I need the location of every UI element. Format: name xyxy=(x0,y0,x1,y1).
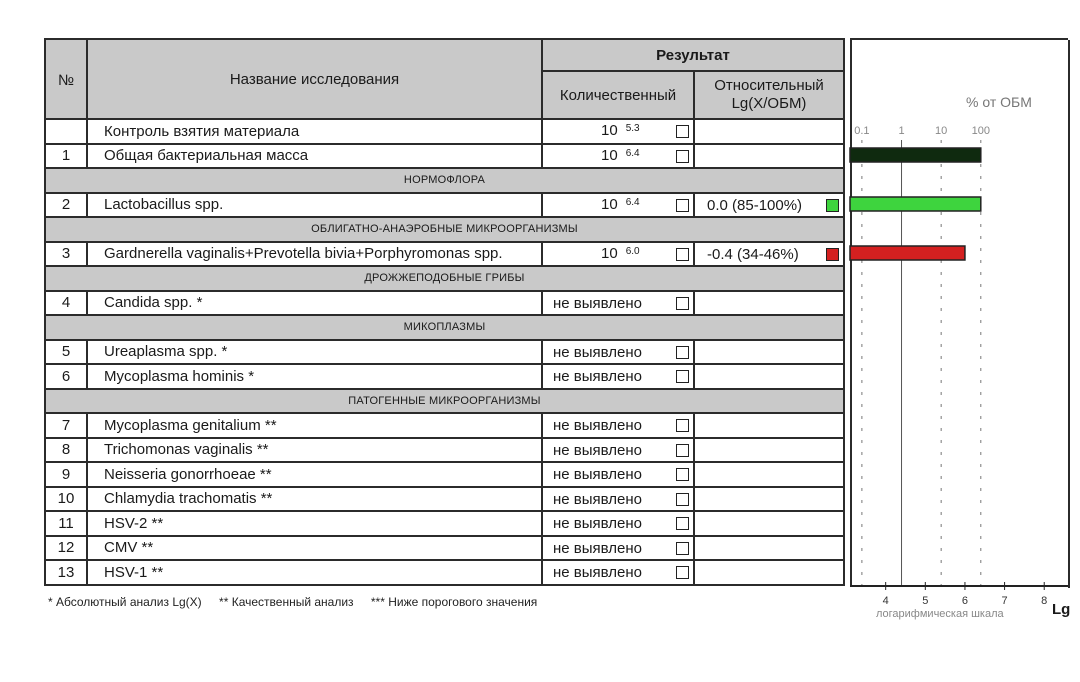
row-number: 12 xyxy=(45,536,87,561)
test-name: Общая бактериальная масса xyxy=(87,144,542,169)
value-exponent: 6.4 xyxy=(625,147,640,159)
row-number: 8 xyxy=(45,438,87,463)
value-exponent: 6.4 xyxy=(625,196,640,208)
not-detected-text: не выявлено xyxy=(553,466,643,483)
test-name: Контроль взятия материала xyxy=(87,119,542,144)
test-name: Mycoplasma hominis * xyxy=(87,364,542,389)
not-detected-text: не выявлено xyxy=(553,539,643,557)
row-number: 3 xyxy=(45,242,87,267)
x-tick-label: 7 xyxy=(1001,595,1008,607)
bar-1 xyxy=(850,148,981,162)
row-number: 5 xyxy=(45,340,87,365)
footnote-qualitative: ** Качественный анализ xyxy=(219,595,354,609)
not-detected-text: не выявлено xyxy=(553,368,643,385)
row-number: 9 xyxy=(45,462,87,487)
x-tick-label: 5 xyxy=(922,595,929,607)
relative-value: -0.4 (34-46%) xyxy=(707,245,799,263)
row-number: 2 xyxy=(45,193,87,218)
header-num: № xyxy=(45,39,87,119)
not-detected-text: не выявлено xyxy=(553,294,643,312)
row-number: 7 xyxy=(45,413,87,438)
row-number: 4 xyxy=(45,291,87,316)
test-name: Lactobacillus spp. xyxy=(87,193,542,218)
not-detected-text: не выявлено xyxy=(553,490,643,508)
percent-tick-label: 1 xyxy=(898,125,905,137)
axis-label-lg: Lg xyxy=(1052,601,1071,618)
footnote-threshold: *** Ниже порогового значения xyxy=(370,595,538,609)
test-name: Gardnerella vaginalis+Prevotella bivia+Porphyromonas spp. xyxy=(87,242,542,267)
value-base: 10 xyxy=(601,195,618,213)
section-title: НОРМОФЛОРА xyxy=(45,168,844,193)
not-detected-text: не выявлено xyxy=(553,343,643,361)
value-exponent: 5.3 xyxy=(625,123,640,134)
test-name: HSV-1 ** xyxy=(87,560,542,585)
header-relative-line1: Относительный xyxy=(714,77,824,94)
footnote xyxy=(48,595,551,609)
x-tick-label: 4 xyxy=(882,595,889,607)
percent-of-obm-label: % от ОБМ xyxy=(966,94,1032,110)
test-name: HSV-2 ** xyxy=(87,511,542,536)
header-quantitative: Количественный xyxy=(542,71,694,119)
value-base: 10 xyxy=(601,146,618,164)
test-name: Ureaplasma spp. * xyxy=(87,340,542,365)
not-detected-text: не выявлено xyxy=(553,417,643,434)
value-exponent: 6.0 xyxy=(625,245,640,257)
value-base: 10 xyxy=(601,122,618,139)
test-name: Mycoplasma genitalium ** xyxy=(87,413,542,438)
relative-value: 0.0 (85-100%) xyxy=(707,196,803,214)
percent-tick-label: 10 xyxy=(935,125,948,137)
section-title: ОБЛИГАТНО-АНАЭРОБНЫЕ МИКРООРГАНИЗМЫ xyxy=(45,217,844,242)
header-relative-line2: Lg(X/ОБМ) xyxy=(731,95,807,112)
percent-tick-label: 100 xyxy=(971,125,990,137)
section-title: ДРОЖЖЕПОДОБНЫЕ ГРИБЫ xyxy=(45,266,844,291)
x-tick-label: 6 xyxy=(961,595,969,607)
not-detected-text: не выявлено xyxy=(553,515,643,532)
bar-2 xyxy=(850,197,981,211)
percent-tick-label: 0.1 xyxy=(854,125,870,137)
section-title: МИКОПЛАЗМЫ xyxy=(45,315,844,340)
value-base: 10 xyxy=(601,244,618,262)
x-tick-label: 8 xyxy=(1041,595,1048,607)
row-number: 10 xyxy=(45,487,87,512)
section-title: ПАТОГЕННЫЕ МИКРООРГАНИЗМЫ xyxy=(45,389,844,414)
header-name: Название исследования xyxy=(87,39,542,119)
not-detected-text: не выявлено xyxy=(553,441,643,459)
not-detected-text: не выявлено xyxy=(553,564,643,581)
test-name: Chlamydia trachomatis ** xyxy=(87,487,542,512)
test-name: Candida spp. * xyxy=(87,291,542,316)
header-result: Результат xyxy=(542,39,844,71)
row-number: 1 xyxy=(45,144,87,169)
log-scale-label: логарифмическая шкала xyxy=(876,608,1004,620)
row-number: 6 xyxy=(45,364,87,389)
test-name: Neisseria gonorrhoeae ** xyxy=(87,462,542,487)
footnote-absolute: * Абсолютный анализ Lg(X) xyxy=(48,595,202,609)
row-number: 13 xyxy=(45,560,87,585)
row-number: 11 xyxy=(45,511,87,536)
bar-3 xyxy=(850,246,965,260)
test-name: CMV ** xyxy=(87,536,542,561)
test-name: Trichomonas vaginalis ** xyxy=(87,438,542,463)
